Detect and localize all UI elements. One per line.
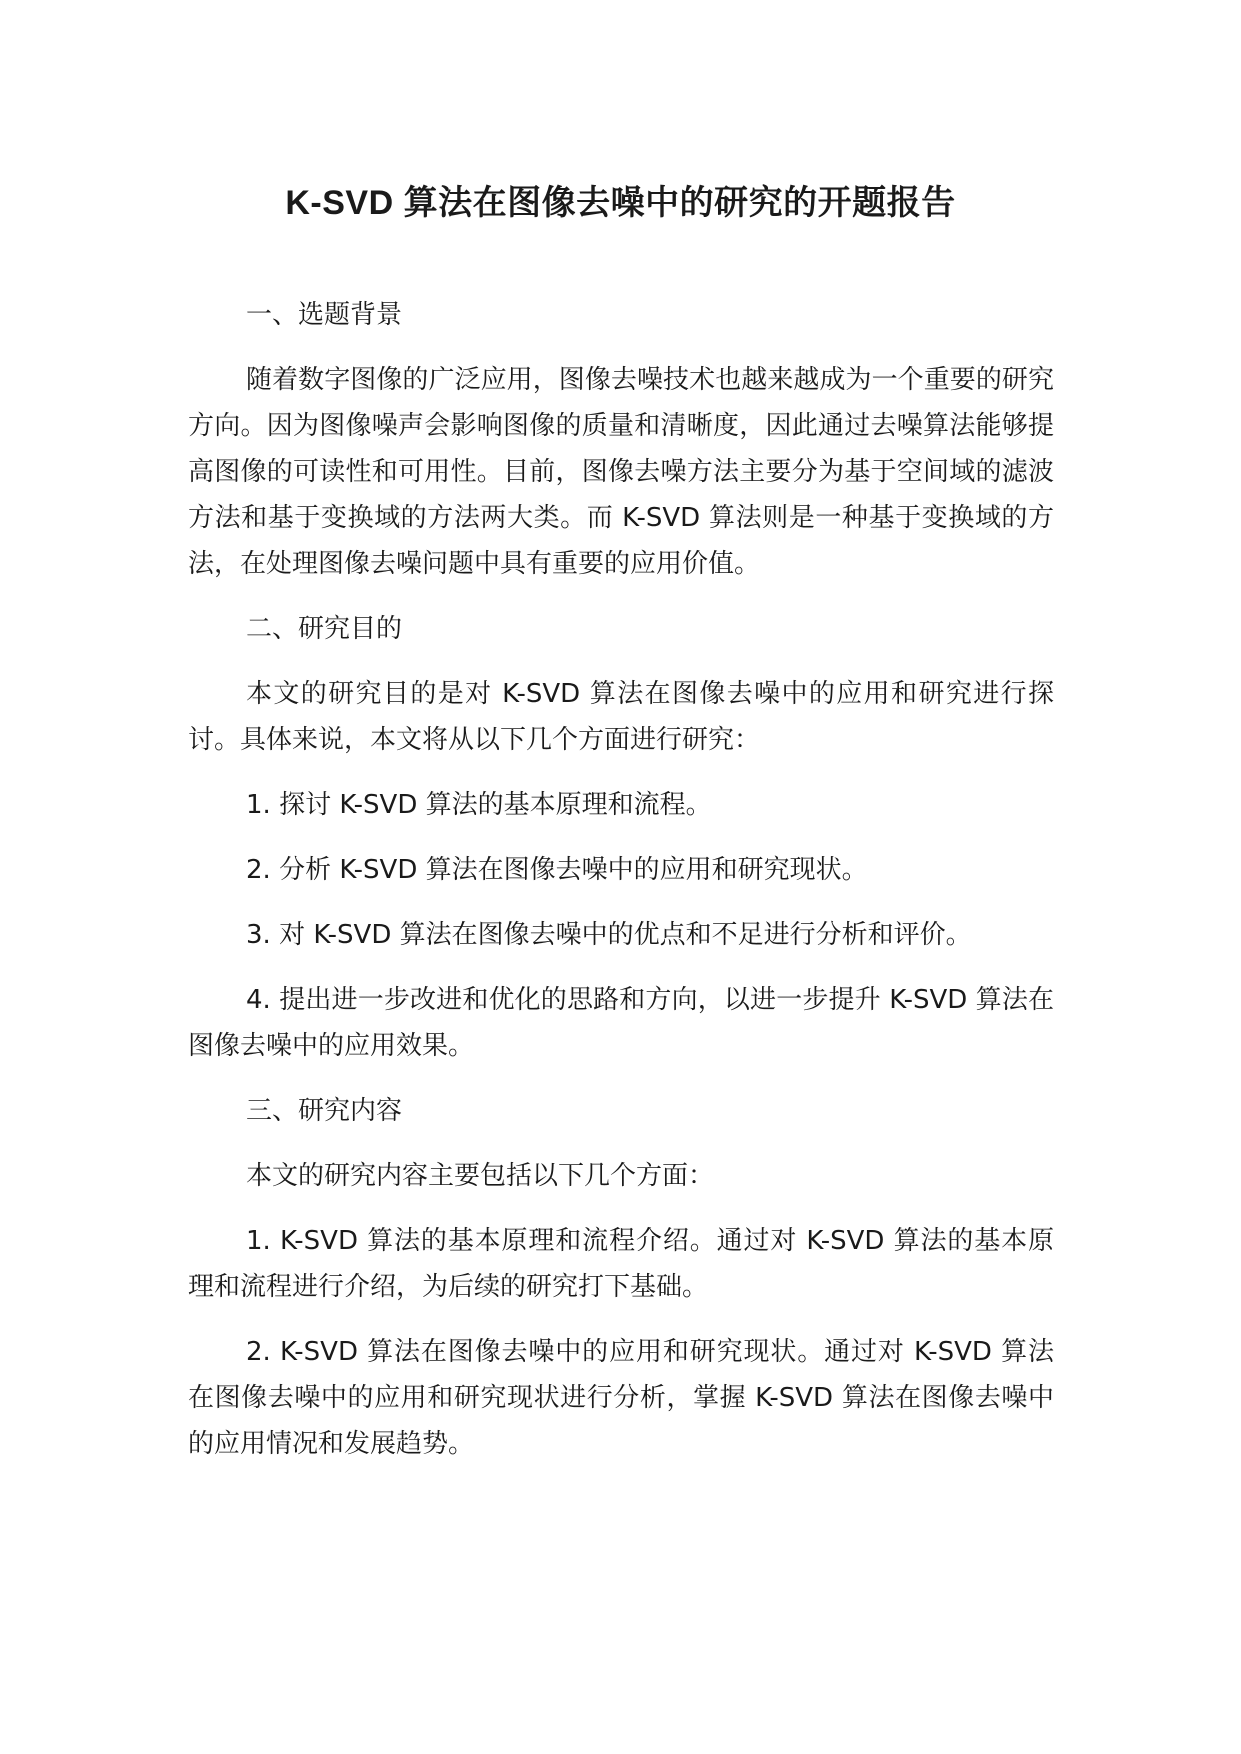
section-heading-content: 三、研究内容 — [246, 1096, 403, 1126]
list-item: 4. 提出进一步改进和优化的思路和方向，以进一步提升 K-SVD 算法在图像去噪中的应用效果。 — [188, 985, 1054, 1061]
section-heading-purpose: 二、研究目的 — [246, 614, 403, 644]
section-heading-background: 一、选题背景 — [246, 300, 403, 330]
document-body — [188, 292, 1054, 1486]
list-item: 2. 分析 K-SVD 算法在图像去噪中的应用和研究现状。 — [246, 855, 868, 885]
list-item: 1. K-SVD 算法的基本原理和流程介绍。通过对 K-SVD 算法的基本原理和流程进行介绍，为后续的研究打下基础。 — [188, 1226, 1054, 1302]
list-item: 2. K-SVD 算法在图像去噪中的应用和研究现状。通过对 K-SVD 算法在图像去噪中的应用和研究现状进行分析，掌握 K-SVD 算法在图像去噪中的应用情况和发展趋势。 — [188, 1337, 1054, 1459]
document-title: K-SVD 算法在图像去噪中的研究的开题报告 — [285, 184, 956, 222]
list-item: 3. 对 K-SVD 算法在图像去噪中的优点和不足进行分析和评价。 — [246, 920, 972, 950]
list-item: 1. 探讨 K-SVD 算法的基本原理和流程。 — [246, 790, 712, 820]
paragraph-background: 随着数字图像的广泛应用，图像去噪技术也越来越成为一个重要的研究方向。因为图像噪声会影响图像的质量和清晰度，因此通过去噪算法能够提高图像的可读性和可用性。目前，图像去噪方法主要分为基于空间域的滤波方法和基于变换域的方法两大类。而 K-SVD 算法则是一种基于变换域的方法，在处理图像去噪问题中具有重要的应用价值。 — [188, 365, 1054, 579]
paragraph-content-intro: 本文的研究内容主要包括以下几个方面： — [246, 1161, 715, 1191]
paragraph-purpose-intro: 本文的研究目的是对 K-SVD 算法在图像去噪中的应用和研究进行探讨。具体来说，本文将从以下几个方面进行研究： — [188, 679, 1054, 755]
